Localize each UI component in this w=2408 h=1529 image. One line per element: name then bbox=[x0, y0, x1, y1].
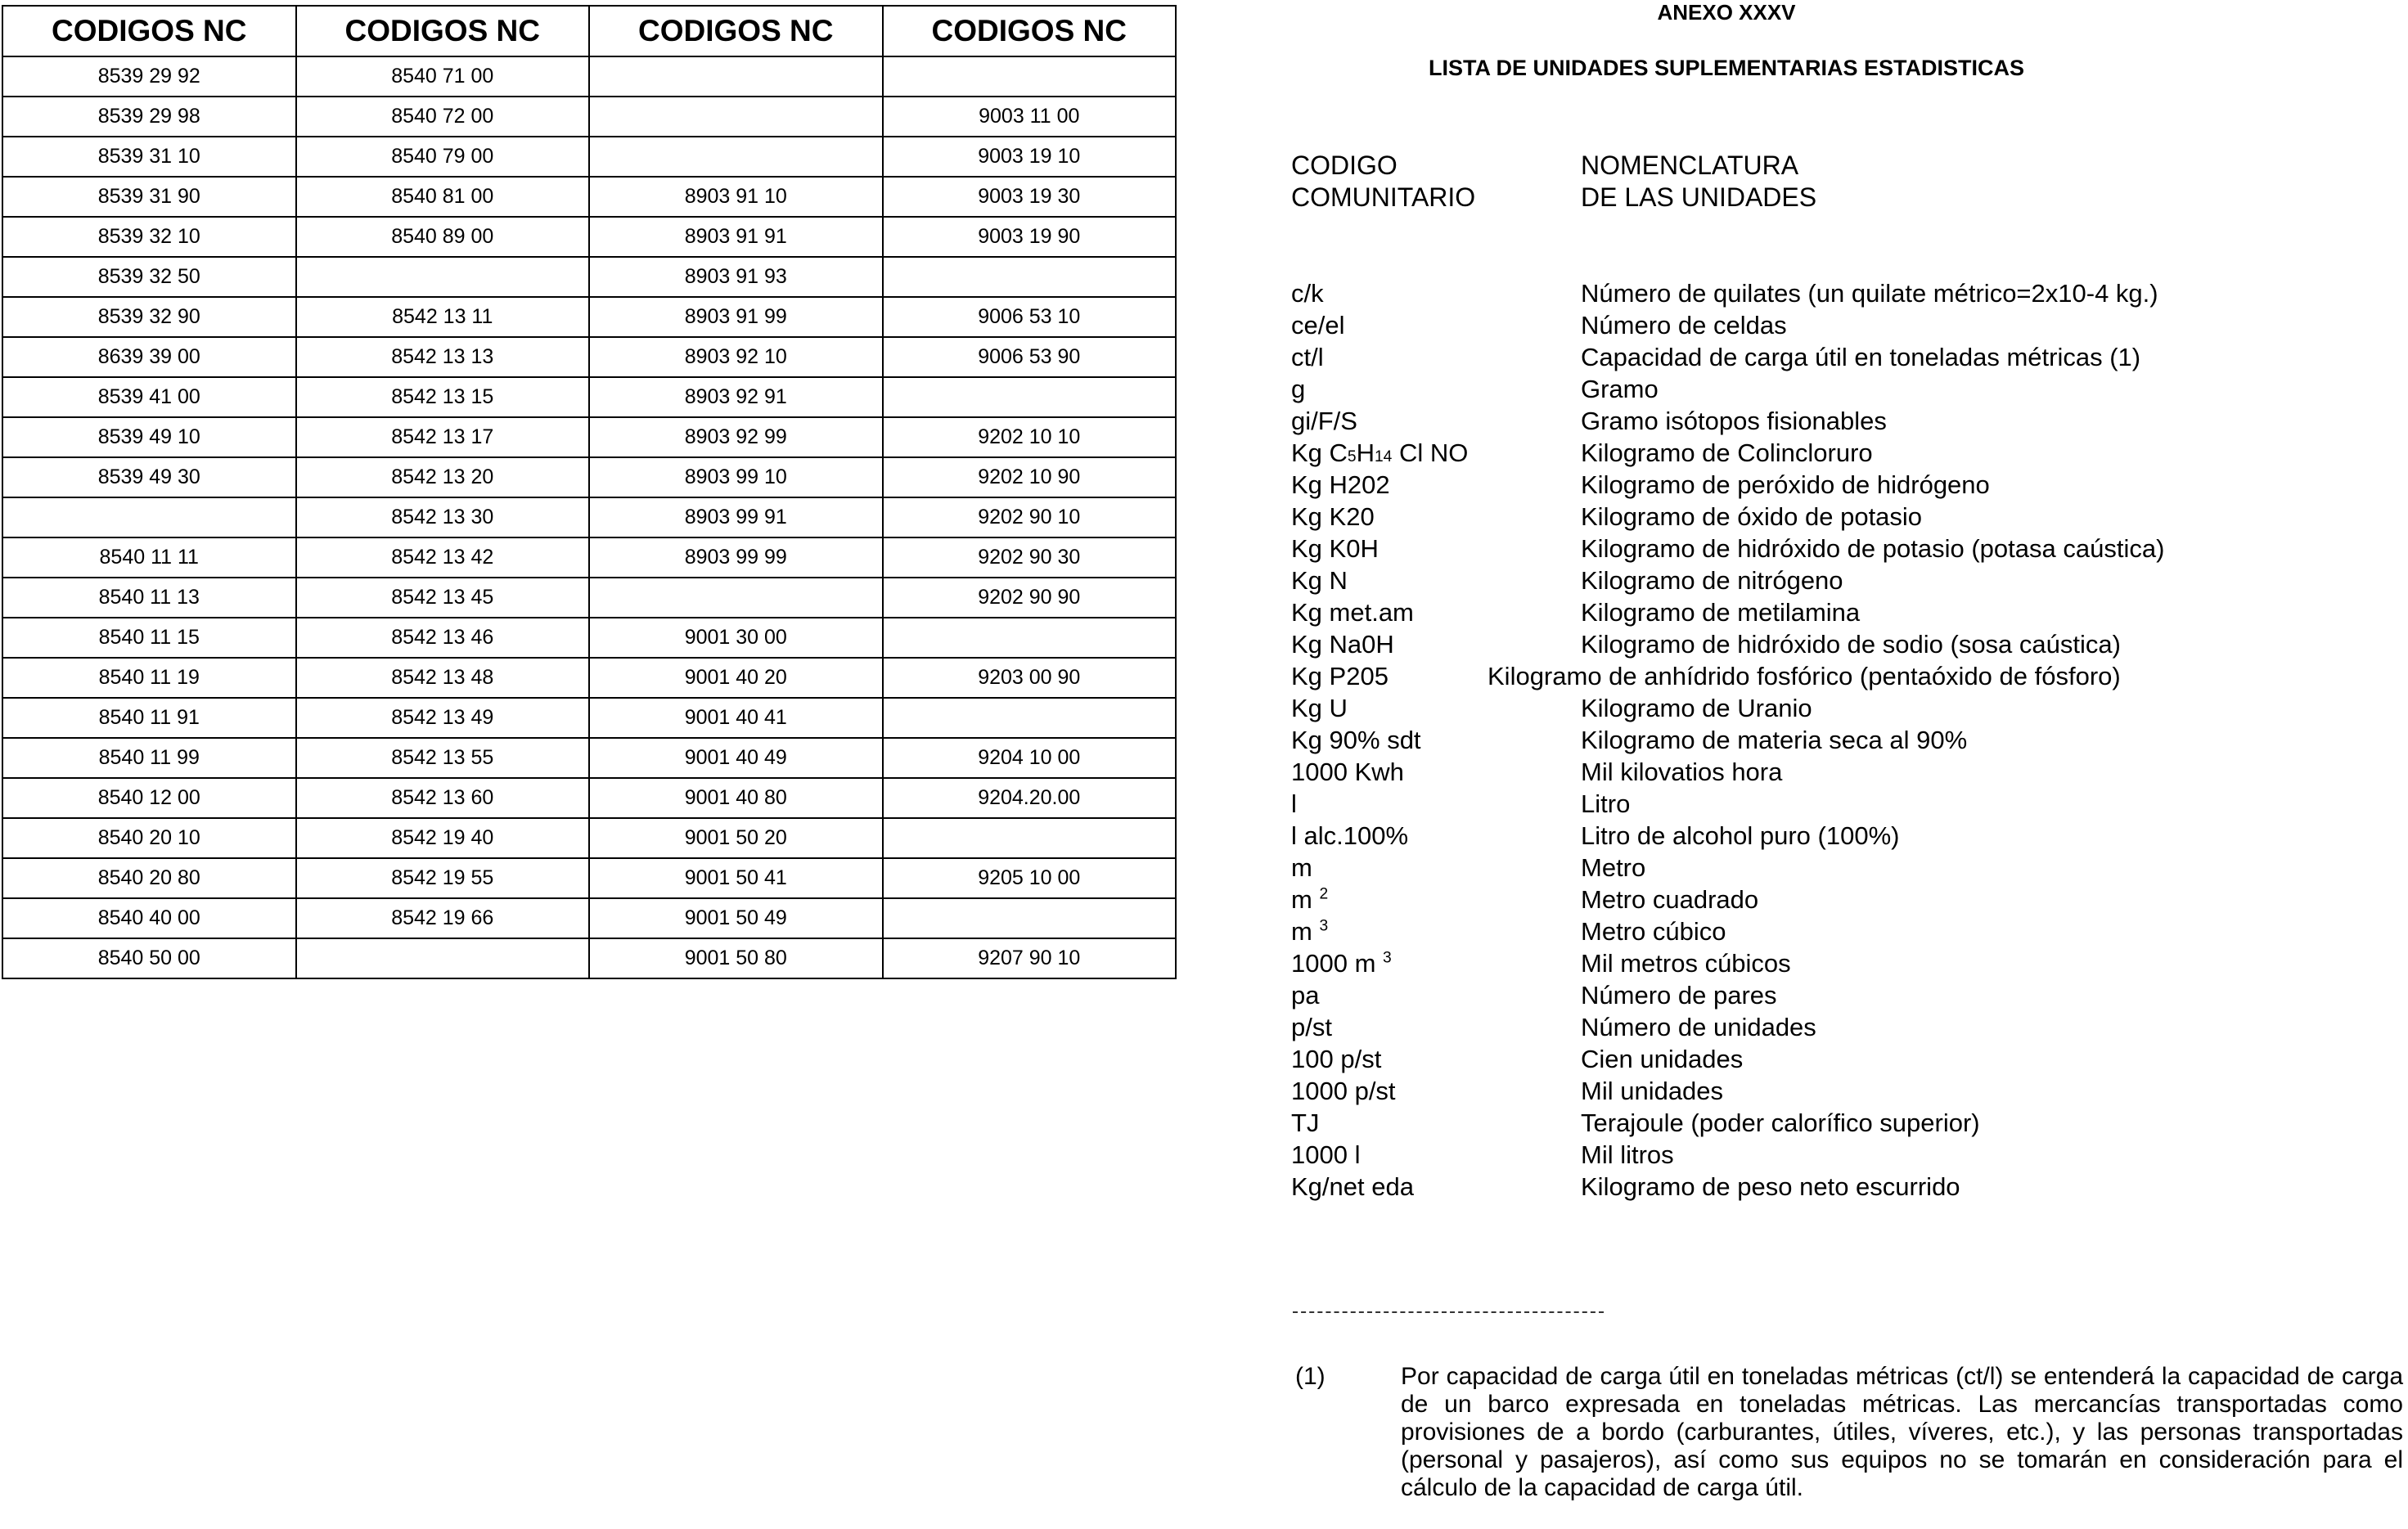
table-cell: 8542 13 15 bbox=[296, 377, 590, 417]
unit-description: Mil metros cúbicos bbox=[1581, 949, 1791, 978]
table-cell: 8639 39 00 bbox=[2, 337, 296, 377]
heading-line: CODIGO bbox=[1291, 151, 1398, 180]
table-cell: 8903 91 99 bbox=[589, 297, 883, 337]
table-cell: 8903 92 99 bbox=[589, 417, 883, 457]
table-cell: 9001 50 80 bbox=[589, 938, 883, 978]
unit-code: Kg 90% sdt bbox=[1291, 726, 1421, 754]
unit-description: Kilogramo de Colincloruro bbox=[1581, 438, 1873, 467]
table-cell bbox=[589, 56, 883, 97]
unit-description: Kilogramo de peróxido de hidrógeno bbox=[1581, 470, 1990, 499]
table-row bbox=[2, 457, 1176, 497]
table-cell: 9203 00 90 bbox=[883, 658, 1177, 698]
table-cell: 9202 10 10 bbox=[883, 417, 1177, 457]
unit-description: Terajoule (poder calorífico superior) bbox=[1581, 1109, 1980, 1137]
table-cell: 8540 40 00 bbox=[2, 898, 296, 938]
table-cell: 8903 91 10 bbox=[589, 177, 883, 217]
unit-code: Kg met.am bbox=[1291, 598, 1414, 627]
table-cell: 9001 50 49 bbox=[589, 898, 883, 938]
table-row bbox=[2, 377, 1176, 417]
table-row bbox=[2, 818, 1176, 858]
table-cell: 8542 13 55 bbox=[296, 738, 590, 778]
unit-code: m bbox=[1291, 853, 1312, 882]
unit-code: Kg P205 bbox=[1291, 662, 1389, 690]
table-cell: 8542 19 40 bbox=[296, 818, 590, 858]
table-cell: 8542 13 30 bbox=[296, 497, 590, 537]
table-cell: 8540 20 80 bbox=[2, 858, 296, 898]
unit-description: Kilogramo de hidróxido de sodio (sosa caústica) bbox=[1581, 630, 2121, 659]
table-row bbox=[2, 537, 1176, 578]
table-cell bbox=[296, 257, 590, 297]
table-cell: 9001 40 41 bbox=[589, 698, 883, 738]
table-cell: 9001 40 49 bbox=[589, 738, 883, 778]
table-cell: 8539 41 00 bbox=[2, 377, 296, 417]
table-cell: 8539 29 98 bbox=[2, 97, 296, 137]
unit-code: c/k bbox=[1291, 279, 1324, 308]
table-cell: 9205 10 00 bbox=[883, 858, 1177, 898]
table-cell: 8903 91 93 bbox=[589, 257, 883, 297]
table-row bbox=[2, 738, 1176, 778]
unit-description: Metro cuadrado bbox=[1581, 885, 1759, 914]
table-cell: 9207 90 10 bbox=[883, 938, 1177, 978]
table-row bbox=[2, 217, 1176, 257]
table-cell: 9001 30 00 bbox=[589, 618, 883, 658]
table-cell: 8540 79 00 bbox=[296, 137, 590, 177]
table-row bbox=[2, 778, 1176, 818]
table-cell: 8903 92 91 bbox=[589, 377, 883, 417]
unit-code: TJ bbox=[1291, 1109, 1320, 1137]
table-cell: 8542 19 55 bbox=[296, 858, 590, 898]
table-cell: 8540 72 00 bbox=[296, 97, 590, 137]
footnote-separator bbox=[1293, 1311, 1604, 1313]
table-row bbox=[2, 578, 1176, 618]
table-cell: 8539 32 90 bbox=[2, 297, 296, 337]
unit-description: Litro bbox=[1581, 789, 1631, 818]
table-row bbox=[2, 297, 1176, 337]
table-body bbox=[2, 56, 1176, 978]
unit-code: 1000 p/st bbox=[1291, 1077, 1396, 1105]
table-cell: 9001 40 20 bbox=[589, 658, 883, 698]
table-row bbox=[2, 257, 1176, 297]
unit-code: l alc.100% bbox=[1291, 821, 1409, 850]
table-cell: 8539 49 30 bbox=[2, 457, 296, 497]
table-cell: 8542 13 20 bbox=[296, 457, 590, 497]
footnote-text: Por capacidad de carga útil en toneladas métricas (ct/l) se entenderá la capacidad de carga de un barco expresada en toneladas métricas. Las mercancías transportadas como provisiones de a bordo (carburantes, útiles, víveres, etc.), y las personas transportadas (personal y pasajeros), así como sus equipos no se tomarán en consideración para el cálculo de la capacidad de carga útil. bbox=[1401, 1363, 2403, 1501]
cn-codes-table bbox=[2, 5, 1177, 979]
table-cell: 9204 10 00 bbox=[883, 738, 1177, 778]
table-row bbox=[2, 858, 1176, 898]
table-cell: 8542 13 48 bbox=[296, 658, 590, 698]
table-cell: 9204.20.00 bbox=[883, 778, 1177, 818]
table-cell: 9202 90 10 bbox=[883, 497, 1177, 537]
table-cell: 8540 11 99 bbox=[2, 738, 296, 778]
table-cell bbox=[589, 578, 883, 618]
unit-code: Kg K0H bbox=[1291, 534, 1379, 563]
unit-description: Mil unidades bbox=[1581, 1077, 1724, 1105]
table-cell bbox=[883, 898, 1177, 938]
table-cell: 8539 49 10 bbox=[2, 417, 296, 457]
table-cell: 8540 12 00 bbox=[2, 778, 296, 818]
unit-description: Kilogramo de Uranio bbox=[1581, 694, 1812, 722]
table-cell: 8903 91 91 bbox=[589, 217, 883, 257]
table-cell bbox=[883, 818, 1177, 858]
unit-code: m $^3$ bbox=[1291, 917, 1329, 946]
table-cell: 9202 90 90 bbox=[883, 578, 1177, 618]
table-row bbox=[2, 658, 1176, 698]
footnote-marker: (1) bbox=[1295, 1363, 1326, 1390]
table-row bbox=[2, 898, 1176, 938]
table-cell: 8542 19 66 bbox=[296, 898, 590, 938]
unit-code: Kg N bbox=[1291, 566, 1348, 595]
table-cell: 8542 13 42 bbox=[296, 537, 590, 578]
unit-code: Kg H202 bbox=[1291, 470, 1390, 499]
table-cell: 8542 13 13 bbox=[296, 337, 590, 377]
heading-line: DE LAS UNIDADES bbox=[1581, 182, 1817, 212]
table-cell: 8542 13 45 bbox=[296, 578, 590, 618]
unit-description: Mil kilovatios hora bbox=[1581, 758, 1783, 786]
table-row bbox=[2, 618, 1176, 658]
unit-description: Kilogramo de hidróxido de potasio (potasa caústica) bbox=[1581, 534, 2165, 563]
unit-code: Kg Na0H bbox=[1291, 630, 1394, 659]
unit-code: 100 p/st bbox=[1291, 1045, 1382, 1073]
table-cell bbox=[883, 698, 1177, 738]
unit-description: Kilogramo de nitrógeno bbox=[1581, 566, 1843, 595]
annex-title: ANEXO XXXV bbox=[1657, 0, 1796, 25]
table-cell bbox=[883, 377, 1177, 417]
unit-description: Kilogramo de óxido de potasio bbox=[1581, 502, 1923, 531]
table-row bbox=[2, 177, 1176, 217]
table-cell: 8540 89 00 bbox=[296, 217, 590, 257]
table-cell: 9003 19 30 bbox=[883, 177, 1177, 217]
table-cell: 9006 53 90 bbox=[883, 337, 1177, 377]
unit-code: pa bbox=[1291, 981, 1320, 1010]
table-cell: 8542 13 17 bbox=[296, 417, 590, 457]
table-row bbox=[2, 938, 1176, 978]
table-cell: 8903 92 10 bbox=[589, 337, 883, 377]
table-cell bbox=[2, 497, 296, 537]
table-cell bbox=[589, 137, 883, 177]
table-cell bbox=[883, 56, 1177, 97]
name-column-heading bbox=[1581, 150, 1816, 214]
table-row bbox=[2, 417, 1176, 457]
table-cell: 9003 19 90 bbox=[883, 217, 1177, 257]
table-cell: 8540 11 15 bbox=[2, 618, 296, 658]
unit-code: ce/el bbox=[1291, 311, 1345, 340]
unit-description: Litro de alcohol puro (100%) bbox=[1581, 821, 1900, 850]
table-cell: 8540 50 00 bbox=[2, 938, 296, 978]
table-cell: 9202 90 30 bbox=[883, 537, 1177, 578]
table-row bbox=[2, 137, 1176, 177]
heading-line: NOMENCLATURA bbox=[1581, 151, 1799, 180]
table-cell: 9001 50 41 bbox=[589, 858, 883, 898]
unit-code: Kg K20 bbox=[1291, 502, 1375, 531]
unit-code: p/st bbox=[1291, 1013, 1332, 1041]
unit-code: 1000 l bbox=[1291, 1140, 1361, 1169]
table-cell: 8542 13 11 bbox=[296, 297, 590, 337]
unit-description: Metro cúbico bbox=[1581, 917, 1726, 946]
table-cell: 8540 81 00 bbox=[296, 177, 590, 217]
unit-description: Capacidad de carga útil en toneladas métricas (1) bbox=[1581, 343, 2141, 371]
unit-description: Kilogramo de materia seca al 90% bbox=[1581, 726, 1968, 754]
table-cell bbox=[589, 97, 883, 137]
table-cell: 9003 19 10 bbox=[883, 137, 1177, 177]
unit-description: Kilogramo de peso neto escurrido bbox=[1581, 1172, 1960, 1201]
table-cell: 9003 11 00 bbox=[883, 97, 1177, 137]
table-cell: 8903 99 91 bbox=[589, 497, 883, 537]
unit-description: Kilogramo de anhídrido fosfórico (pentaóxido de fósforo) bbox=[1488, 662, 2121, 690]
table-cell: 8903 99 10 bbox=[589, 457, 883, 497]
table-cell: 9001 40 80 bbox=[589, 778, 883, 818]
table-cell: 8539 31 90 bbox=[2, 177, 296, 217]
unit-description: Gramo bbox=[1581, 375, 1659, 403]
table-cell: 8539 29 92 bbox=[2, 56, 296, 97]
unit-code: ct/l bbox=[1291, 343, 1324, 371]
list-title: LISTA DE UNIDADES SUPLEMENTARIAS ESTADISTICAS bbox=[1428, 56, 2025, 80]
table-row bbox=[2, 337, 1176, 377]
unit-description: Número de quilates (un quilate métrico=2x10-4 kg.) bbox=[1581, 279, 2158, 308]
column-header: CODIGOS NC bbox=[296, 6, 590, 56]
table-row bbox=[2, 497, 1176, 537]
unit-code: 1000 Kwh bbox=[1291, 758, 1404, 786]
table-cell: 8542 13 46 bbox=[296, 618, 590, 658]
table-cell: 9001 50 20 bbox=[589, 818, 883, 858]
table-row bbox=[2, 56, 1176, 97]
column-header: CODIGOS NC bbox=[589, 6, 883, 56]
table-cell: 8539 32 50 bbox=[2, 257, 296, 297]
table-cell bbox=[883, 618, 1177, 658]
table-cell: 9202 10 90 bbox=[883, 457, 1177, 497]
table-cell bbox=[296, 938, 590, 978]
unit-code: g bbox=[1291, 375, 1306, 403]
unit-code: 1000 m $^3$ bbox=[1291, 949, 1392, 978]
unit-code: Kg/net eda bbox=[1291, 1172, 1414, 1201]
table-cell: 8540 11 13 bbox=[2, 578, 296, 618]
table-cell: 8540 11 19 bbox=[2, 658, 296, 698]
unit-code: Kg C5H14 Cl NO bbox=[1291, 438, 1469, 467]
table-cell: 9006 53 10 bbox=[883, 297, 1177, 337]
unit-description: Mil litros bbox=[1581, 1140, 1674, 1169]
table-cell: 8539 31 10 bbox=[2, 137, 296, 177]
unit-description: Cien unidades bbox=[1581, 1045, 1744, 1073]
unit-description: Número de celdas bbox=[1581, 311, 1787, 340]
table-cell: 8540 11 11 bbox=[2, 537, 296, 578]
table-cell: 8539 32 10 bbox=[2, 217, 296, 257]
unit-description: Número de unidades bbox=[1581, 1013, 1816, 1041]
unit-code: l bbox=[1291, 789, 1297, 818]
table-cell: 8540 11 91 bbox=[2, 698, 296, 738]
unit-description: Gramo isótopos fisionables bbox=[1581, 407, 1887, 435]
table-cell bbox=[883, 257, 1177, 297]
table-cell: 8542 13 49 bbox=[296, 698, 590, 738]
table-cell: 8542 13 60 bbox=[296, 778, 590, 818]
column-header: CODIGOS NC bbox=[883, 6, 1177, 56]
code-column-heading bbox=[1291, 150, 1475, 214]
table-row bbox=[2, 97, 1176, 137]
unit-description: Kilogramo de metilamina bbox=[1581, 598, 1861, 627]
table-header-row bbox=[2, 6, 1176, 56]
unit-code: m $^2$ bbox=[1291, 885, 1329, 914]
table-row bbox=[2, 698, 1176, 738]
table-cell: 8540 20 10 bbox=[2, 818, 296, 858]
table-cell: 8540 71 00 bbox=[296, 56, 590, 97]
unit-description: Número de pares bbox=[1581, 981, 1777, 1010]
column-header: CODIGOS NC bbox=[2, 6, 296, 56]
heading-line: COMUNITARIO bbox=[1291, 182, 1476, 212]
unit-code: Kg U bbox=[1291, 694, 1348, 722]
table-cell: 8903 99 99 bbox=[589, 537, 883, 578]
unit-code: gi/F/S bbox=[1291, 407, 1357, 435]
unit-description: Metro bbox=[1581, 853, 1646, 882]
